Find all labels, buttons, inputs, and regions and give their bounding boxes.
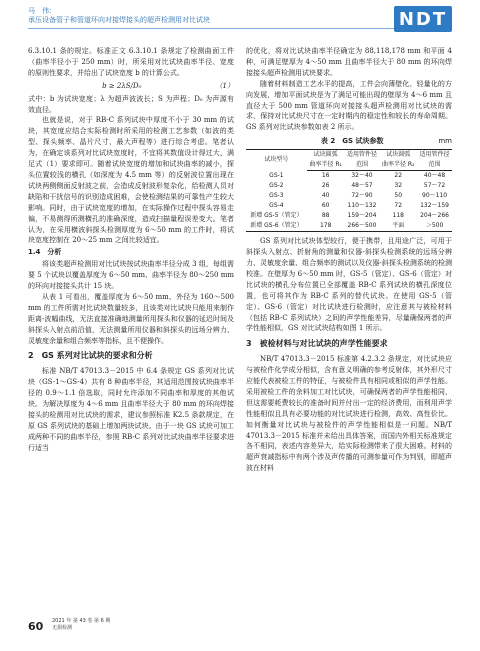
table-cell: 48～57	[351, 182, 373, 190]
table-cell: GS-1	[269, 171, 284, 179]
page-number: 60	[28, 620, 44, 633]
journal-name: 无损检测	[52, 625, 73, 631]
table-row	[246, 171, 452, 182]
table-header-cell: 试块圆弧	[307, 150, 345, 161]
table-cell: 新增 GS-6（管定）	[246, 221, 307, 232]
table-cell: 32	[394, 182, 403, 190]
paragraph: 也就是说，对于 RB-C 系列试块中厚度不小于 30 mm 的试块，其宽度应结合实际检测时所采用的检测工艺参数（如波的类型、探头频率、晶片尺寸，最大声程等）进行综合考虑。笔者认为，在确定该系列对比试块宽度时，不宜将其数值设计得过大，满足式（1）要求即可。随着试块宽度的增加和试块曲率的减小，探头位置较浅的横孔（如深度为 4.5 mm 等）的反射波位置出现在试块两侧侧面反射波之前，会造成反射波形复杂化，给检测人员对缺陷和干扰信号的识别造成困难，会使检测结果的可靠性产生较大影响。同时，由于试块宽度的增加，在实际操作过程中探头容易走偏，不易测得所测横孔的准确深度，造成扫描量程误差变大。笔者认为，在采用横波斜探头检测厚度为 6～50 mm 的工件时，将试块宽度控制在 20～25 mm 之间比较适宜。	[28, 116, 234, 245]
table-unit: mm	[438, 137, 452, 146]
ndt-logo: NDT	[394, 6, 452, 32]
journal-issue: 2021 年 第 43 卷 第 6 期	[52, 618, 111, 624]
table-header-cell: 曲率半径 R₁	[307, 160, 345, 171]
paragraph: 从表 1 可看出，覆盖厚度为 6～50 mm、外径为 160～500 mm 的工件所需对比试块数量较多，且该类对比试块只能用来制作距离-波幅曲线，无法直接准确地测量所用探头和仪器的延迟时间及斜探头入射点前沿值，无法测量所用仪器和斜探头的远场分辨力、灵敏度余量和组合频率等指标，且不便操作。	[28, 292, 234, 345]
table-header-cell: 试块圆弧	[379, 150, 417, 161]
table-cell: 118	[392, 212, 404, 220]
table-cell: 32～40	[351, 172, 373, 180]
paragraph: NB/T 47013.3－2015 标准第 4.2.3.2 条规定，对比试块应与被检件化学成分相似，含有意义明确的参考反射体，其外形尺寸应能代表被检工件的特征，与被检件具有相同或相似的声学性能。采用被检工件的余料加工对比试块，可确保两者的声学性能相同，但这需要耗费较长的准备时间并付出一定的经济费用，而利用声学性能相似且具有必要功能的对比试块进行检测，高效、高性价比。如何衡量对比试块与被检件的声学性能相似是一问题。NB/T 47013.3－2015 标准并未给出具体答案，而国内外相关标准规定各不相同，表述内容差异大，给实际检测带来了很大困难。材料的超声衰减指标中有两个涉及声传播的可测参量可作为判别，即超声波在材料	[246, 355, 452, 473]
section-heading-3: 3 被检材料与对比试块的声学性能要求	[246, 339, 388, 349]
table-cell: GS-4	[269, 202, 284, 210]
table-cell: GS-3	[269, 192, 284, 200]
table-row	[246, 191, 452, 201]
header-rule	[28, 28, 398, 29]
paragraph: 6.3.10.1 条的规定。标准正文 6.3.10.1 条规定了检测曲面工件（曲率半径小于 250 mm）时，所采用对比试块曲率半径、宽度的原则性要求，并给出了试块宽度 b 的计算公式。	[28, 47, 234, 77]
table-cell: 22	[394, 172, 403, 180]
table-cell: 50	[394, 192, 403, 200]
paragraph: GS 系列对比试块体型较行，便于携带，且用途广泛，可用于斜探头入射点、折射角的测量和仪器-斜探头检测系统的远场分辨力、灵敏度余量、组合频率的测试以及仪器-斜探头检测系统的检测校准。在壁厚为 6～50 mm 时，GS-5（管定）、GS-6（管定）对比试块的横孔分布位置已全部覆盖 RB-C 系列试块的横孔深度位置，也可将其作为 RB-C 系列的替代试块。在使用 GS-5（管定）、GS-6（管定）对比试块进行检测时，应注意其与被检材料（包括 RB-C 系列试块）之间的声学性能差异，尽量确保两者的声学性能相似，GS 对比试块结构如图 1 所示。	[246, 237, 452, 333]
table-cell: 60	[321, 202, 330, 210]
table-header-cell: 适用管件径	[417, 150, 452, 161]
table-row	[246, 201, 452, 211]
formula-1	[28, 81, 234, 92]
paragraph: 标准 NB/T 47013.3－2015 中 6.4 条规定 GS 系列对比试块（GS-1～GS-4）共有 8 种曲率半径，其适用范围按试块曲率半径的 0.9～1.1 倍选取，同时允许添加不同曲率和厚度的其他试块。为解决厚度为 4～6 mm 且曲率半径大于 80 mm 的环向焊接接头的检测用对比试块的需求，建议参照标准 K2.5 条款规定，在原 GS 系列试块的基础上增加两块试块。由于一块 GS 试块可加工成两种不同的曲率半径，参照 RB-C 系列对比试块曲率半径要求进行适当	[28, 367, 234, 452]
running-header	[0, 0, 480, 40]
table-header-cell: 曲率半径 R₂	[379, 160, 417, 171]
table-cell: 159～204	[347, 212, 377, 220]
subsection-heading-1-4: 1.4 分析	[28, 248, 62, 257]
table-caption	[246, 136, 452, 147]
table-cell: 新增 GS-5（管定）	[250, 212, 303, 220]
table-cell: 204～266	[420, 212, 449, 220]
table-cell: 平面	[379, 221, 417, 232]
paragraph: 随着材料制造工艺水平的提高，工件会向薄壁化、轻量化的方向发展，增加平面试块是为了满足可能出现的壁厚为 4～6 mm 且直径大于 500 mm 管道环向对接接头超声检测用对比试块的需求，保持对比试块尺寸在一定时期内的稳定性和较长的寿命周期。GS 系列对比试块参数如表 2 所示。	[246, 79, 452, 132]
table-cell: 16	[321, 172, 330, 180]
header-article-title: 承压设备管子和管道环向对接焊接头的超声检测用对比试块	[28, 16, 210, 24]
table-row	[246, 181, 452, 191]
right-column	[246, 46, 452, 474]
left-column	[28, 46, 234, 454]
paragraph: 式中：b 为试块宽度；λ 为超声波波长；S 为声程；D₀ 为声源有效直径。	[28, 94, 234, 114]
table-row	[246, 211, 452, 221]
paragraph: 的优化，将对比试块曲率半径确定为 88,118,178 mm 和平面 4 种，可满足壁厚为 4～50 mm 且曲率半径大于 80 mm 的环向焊接接头超声检测用试块要求。	[246, 47, 452, 77]
section-heading-2: 2 GS 系列对比试块的要求和分析	[28, 351, 153, 361]
table-header-cell: 范围	[345, 160, 380, 171]
formula-expression: b ≥ 2λS/D₀	[102, 81, 142, 90]
table-row	[246, 221, 452, 232]
table-cell: 72～90	[351, 192, 373, 200]
table-header-cell: 范围	[417, 160, 452, 171]
table-cell: 132～159	[420, 202, 449, 210]
table-cell: 90～110	[422, 192, 448, 200]
journal-info	[52, 618, 110, 632]
table-cell: ＞500	[417, 221, 452, 232]
table-cell: 88	[321, 212, 330, 220]
table-title: 表 2 GS 试块参数	[320, 137, 384, 146]
table-header-cell: 适用管件径	[345, 150, 380, 161]
gs-parameter-table	[246, 149, 452, 232]
table-cell: 40～48	[423, 172, 446, 180]
table-cell: 110～132	[347, 202, 377, 210]
formula-number: （1）	[215, 81, 234, 90]
table-cell: 57～72	[423, 182, 446, 190]
header-author: 马 伟：	[28, 7, 56, 15]
table-cell: 72	[394, 202, 403, 210]
table-cell: GS-2	[269, 182, 284, 190]
table-cell: 178	[307, 221, 345, 232]
paragraph: 将该类超声检测用对比试块按试块曲率半径分成 3 组，每组需要 5 个试块以覆盖厚度为 6～50 mm、曲率半径为 80～250 mm 的环向对接接头共计 15 块。	[28, 260, 234, 291]
table-cell: 40	[321, 192, 330, 200]
table-header-cell: 试块型号	[246, 150, 307, 171]
table-cell: 26	[321, 182, 330, 190]
table-cell: 266～500	[345, 221, 380, 232]
